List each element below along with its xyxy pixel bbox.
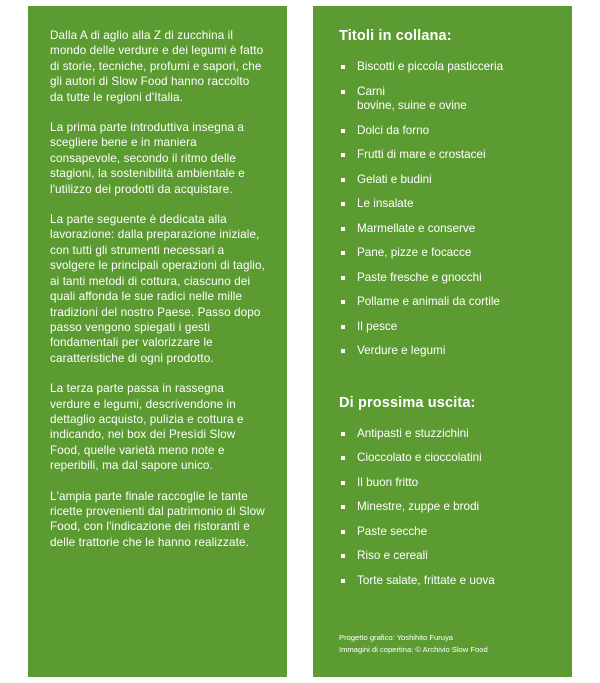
list-item — [339, 344, 554, 359]
list-item-label: Torte salate, frittate e uova — [357, 573, 495, 587]
credits-block — [339, 632, 488, 655]
list-item — [339, 500, 554, 515]
series-section-title: Titoli in collana: — [339, 28, 452, 44]
list-item — [339, 295, 554, 310]
list-item — [339, 60, 554, 75]
right-panel — [313, 6, 572, 677]
list-item-label: Marmellate e conserve — [357, 221, 476, 235]
list-item-label: Cioccolato e cioccolatini — [357, 451, 482, 464]
list-item — [339, 476, 554, 491]
list-item — [339, 525, 554, 540]
list-item-label: Minestre, zuppe e brodi — [357, 500, 480, 513]
left-panel — [28, 6, 287, 677]
list-item-label: Pane, pizze e focacce — [357, 246, 472, 259]
left-panel-content — [28, 6, 287, 560]
list-item-label: Dolci da forno — [357, 123, 430, 137]
credits-line: Progetto grafico: Yoshihito Furuya — [339, 633, 453, 642]
list-item — [339, 246, 554, 261]
right-panel-content — [313, 6, 572, 677]
list-item-label: Verdure e legumi — [357, 344, 446, 357]
description-paragraph: La parte seguente è dedicata alla lavorazione: dalla preparazione iniziale, con tutti gli strumenti necessari a svolgere le principali operazioni di taglio, ai tanti metodi di cottura, ciascuno dei quali affonda le sue radici nelle mille tradizioni del nostro Paese. Passo dopo passo vengono spiegati i gesti fondamentali per valorizzare le caratteristiche di ogni prodotto. — [50, 213, 265, 365]
list-item-label: Carni — [357, 84, 385, 98]
list-item-label: Paste fresche e gnocchi — [357, 270, 482, 284]
credits-line: Immagini di copertina: © Archivio Slow Food — [339, 644, 488, 654]
list-item-label: Pollame e animali da cortile — [357, 295, 500, 308]
description-paragraph: La prima parte introduttiva insegna a scegliere bene e in maniera consapevole, secondo il ritmo delle stagioni, la sostenibilità ambientale e l'utilizzo dei prodotti da acquistare. — [50, 121, 245, 196]
list-item-label: Antipasti e stuzzichini — [357, 426, 469, 440]
list-item — [339, 451, 554, 466]
list-item-label: Biscotti e piccola pasticceria — [357, 60, 504, 73]
upcoming-list — [339, 427, 554, 589]
list-item-label: Riso e cereali — [357, 549, 428, 562]
list-item-label: Gelati e budini — [357, 172, 432, 186]
list-item-label: Il pesce — [357, 319, 398, 333]
list-item — [339, 427, 554, 442]
list-item — [339, 271, 554, 286]
list-item — [339, 173, 554, 188]
series-list — [339, 60, 554, 359]
list-item — [339, 549, 554, 564]
list-item — [339, 574, 554, 589]
description-paragraph: L'ampia parte finale raccoglie le tante ricette provenienti dal patrimonio di Slow Food, con l'indicazione dei ristoranti e delle trattorie che le hanno realizzate. — [50, 489, 265, 549]
list-item-label: Il buon fritto — [357, 475, 419, 489]
list-item-subtitle: bovine, suine e ovine — [357, 99, 467, 112]
list-item — [339, 197, 554, 212]
list-item-label: Paste secche — [357, 524, 428, 538]
description-paragraph: La terza parte passa in rassegna verdure e legumi, descrivendone in dettaglio acquisto, pulizia e cottura e indicando, nei box dei Presìdi Slow Food, quelle varietà meno note e reperibili, ma dal sapore unico. — [50, 382, 244, 473]
list-item — [339, 222, 554, 237]
upcoming-section-title: Di prossima uscita: — [339, 394, 476, 411]
list-item — [339, 85, 554, 114]
description-paragraph: Dalla A di aglio alla Z di zucchina il mondo delle verdure e dei legumi è fatto di storie, tecniche, profumi e sapori, che gli autori di Slow Food hanno raccolto da tutte le regioni d'Italia. — [50, 29, 264, 104]
list-item — [339, 320, 554, 335]
list-item — [339, 124, 554, 139]
list-item-label: Le insalate — [357, 197, 414, 210]
list-item — [339, 148, 554, 163]
list-item-label: Frutti di mare e crostacei — [357, 148, 486, 161]
